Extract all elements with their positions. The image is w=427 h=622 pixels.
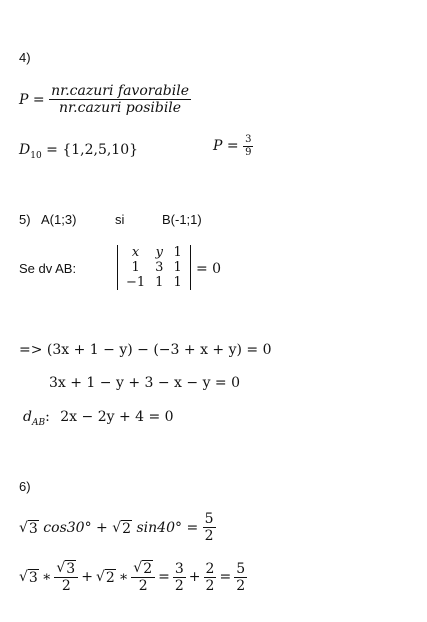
radicand: 2 (122, 520, 132, 537)
equals-sign: = (219, 569, 232, 586)
three-halves (173, 561, 186, 594)
sqrt3-over-2 (54, 560, 78, 594)
fraction-numerator: 2 (205, 560, 215, 577)
radicand: 3 (28, 520, 38, 537)
probability-lhs: P = (19, 91, 45, 108)
result-numerator: 3 (245, 134, 252, 145)
matrix-cell: −1 (126, 275, 146, 290)
simplification-line: 3x + 1 − y + 3 − x − y = 0 (49, 375, 241, 391)
sqrt-3 (19, 520, 39, 537)
matrix-cell: y (155, 245, 163, 260)
radical-icon: √ (19, 568, 28, 585)
fraction-numerator: 5 (236, 560, 246, 577)
line-symbol: d (23, 409, 32, 425)
probability-formula (19, 83, 191, 116)
multiply-sign: ∗ (41, 569, 52, 586)
line-equation (23, 408, 174, 428)
sqrt2-over-2 (131, 560, 155, 594)
exercise-4-label: 4) (19, 50, 31, 65)
fraction-numerator: 3 (174, 560, 184, 577)
fraction-numerator (54, 560, 78, 578)
matrix-row (121, 260, 187, 275)
multiply-sign: ∗ (118, 569, 129, 586)
matrix-cell: x (131, 245, 140, 260)
divisor-symbol: D (19, 142, 31, 158)
radical-icon: √ (133, 560, 143, 576)
fraction-denominator: 2 (205, 577, 215, 594)
sin-term: sin40° = (136, 519, 199, 536)
matrix-row (121, 275, 187, 290)
radical-icon: √ (56, 560, 66, 576)
matrix-cell: 3 (155, 260, 164, 275)
exercise-6-label: 6) (19, 479, 31, 494)
divisor-subscript: 10 (30, 151, 42, 162)
fraction-denominator: 2 (61, 578, 71, 595)
result-fraction (203, 511, 216, 544)
fraction-denominator: 2 (174, 577, 184, 594)
matrix-cell: 1 (155, 275, 164, 290)
fraction-denominator: 2 (236, 577, 246, 594)
matrix-cell: 1 (173, 275, 182, 290)
fraction-numerator: 5 (204, 511, 214, 527)
radical-icon: √ (19, 519, 28, 536)
point-b: B(-1;1) (162, 212, 202, 227)
radical-icon: √ (112, 519, 122, 536)
radical-icon: √ (95, 568, 105, 585)
determinant-caption: Se dv AB: (19, 261, 77, 276)
determinant (117, 245, 191, 295)
radicand: 2 (105, 569, 115, 586)
point-a: A(1;3) (41, 212, 77, 227)
exercise-5-label: 5) (19, 212, 31, 227)
probability-result (213, 134, 253, 158)
sqrt-2 (96, 569, 116, 586)
equals-sign: = (158, 569, 170, 586)
fraction-denominator: nr.cazuri posibile (58, 100, 182, 117)
sqrt-3 (19, 569, 39, 586)
plus-sign: + (81, 569, 93, 586)
probability-result-lhs: P = (213, 138, 239, 155)
sqrt-2 (112, 520, 132, 537)
matrix-cell: 1 (131, 260, 140, 275)
connector-si: si (115, 212, 125, 227)
line-colon: : (45, 409, 50, 425)
radicand: 3 (28, 569, 38, 586)
trig-equation (19, 511, 216, 544)
five-halves (234, 561, 247, 594)
expansion-line: => (3x + 1 − y) − (−3 + x + y) = 0 (19, 342, 272, 358)
divisor-set (19, 141, 138, 161)
divisor-elements: = {1,2,5,10} (41, 142, 139, 158)
matrix-cell: 1 (173, 260, 182, 275)
fraction-denominator: 2 (204, 528, 214, 545)
line-subscript: AB (31, 418, 46, 429)
fraction-numerator: nr.cazuri favorabile (51, 83, 189, 99)
two-halves (204, 561, 217, 594)
determinant-matrix (117, 245, 191, 290)
matrix-cell: 1 (173, 245, 182, 260)
fraction-numerator (131, 560, 155, 578)
fraction-denominator: 2 (138, 578, 148, 595)
probability-fraction (49, 83, 191, 116)
radicand: 3 (66, 561, 76, 577)
cos-term: cos30° + (43, 519, 108, 536)
determinant-equals: = 0 (196, 261, 222, 277)
trig-evaluation (19, 560, 247, 594)
line-equation-body: 2x − 2y + 4 = 0 (60, 409, 174, 425)
plus-sign: + (188, 569, 201, 586)
result-denominator: 9 (245, 146, 252, 158)
matrix-row (121, 245, 187, 260)
radicand: 2 (143, 561, 153, 577)
probability-result-fraction (243, 134, 253, 158)
